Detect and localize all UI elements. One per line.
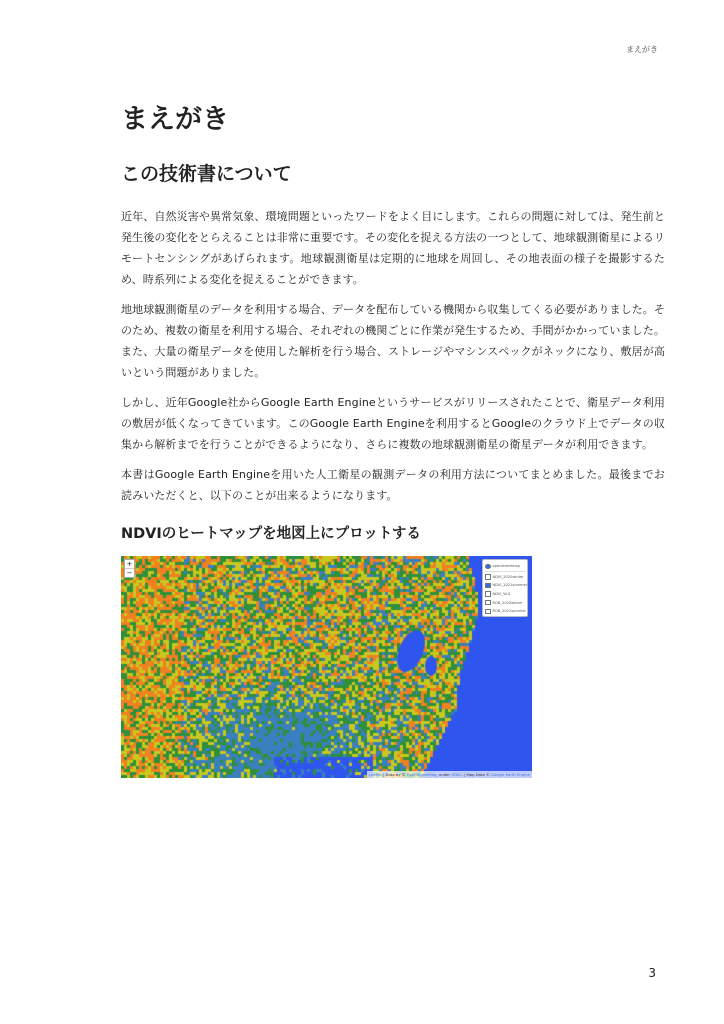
layer-control [482, 559, 528, 617]
layer-label: openstreetmap [492, 564, 520, 569]
osm-link[interactable]: OpenStreetMap [406, 772, 437, 777]
layer-ndvi-2021summer[interactable] [485, 581, 528, 590]
paragraph: 近年、自然災害や異常気象、環境問題といったワードをよく目にします。これらの問題に対しては、発生前と発生後の変化をとらえることは非常に重要です。その変化を捉える方法の一つとして、地球観測衛星によるリモートセンシングがあげられます。地球観測衛星は定期的に地球を周回し、その地表面の様子を撮影するため、時系列による変化を捉えることができます。 [121, 210, 665, 286]
layer-ndvi-2020winter[interactable] [485, 573, 525, 582]
running-head: まえがき [626, 45, 658, 54]
leaflet-link[interactable]: Leaflet [368, 772, 382, 777]
layer-label: RGB_2021summer [492, 609, 527, 614]
attrib-text: . | Map Data © [461, 772, 491, 777]
paragraph: 地地球観測衛星のデータを利用する場合、データを配布している機関から収集してくる必要がありました。そのため、複数の衛星を利用する場合、それぞれの機関ごとに作業が発生するため、手間がかかっていました。また、大量の衛星データを使用した解析を行う場合、ストレージやマシンスペックがネックになり、敷居が高いという問題がありました。 [121, 303, 665, 379]
layer-ndvi-w-s[interactable] [485, 590, 525, 599]
section-title: この技術書について [121, 163, 292, 185]
layer-label: NDVI_W-S [492, 592, 511, 597]
checkbox[interactable] [485, 583, 491, 589]
checkbox[interactable] [485, 574, 491, 580]
checkbox[interactable] [485, 591, 491, 597]
checkbox[interactable] [485, 600, 491, 606]
attrib-text: | Data by © [381, 772, 407, 777]
attrib-text: , under [436, 772, 452, 777]
gee-link[interactable]: Google Earth Engine [491, 772, 530, 777]
layer-rgb-2020winter[interactable] [485, 598, 525, 607]
zoom-in-button[interactable]: + [126, 560, 133, 568]
page-title: まえがき [121, 104, 229, 135]
layer-label: NDVI_2020winter [492, 574, 524, 579]
subsection-title: NDVIのヒートマップを地図上にプロットする [121, 526, 421, 542]
layer-label: RGB_2020winter [492, 600, 523, 605]
layer-openstreetmap[interactable] [485, 562, 525, 571]
ndvi-heatmap-layer[interactable] [121, 556, 532, 778]
layer-rgb-2021summer[interactable] [485, 607, 525, 616]
page-number: 3 [648, 966, 656, 980]
odbl-link[interactable]: ODbL [451, 772, 462, 777]
page-content [121, 100, 665, 778]
zoom-control [124, 559, 135, 578]
checkbox[interactable] [485, 609, 491, 615]
layer-label: NDVI_2021summer [492, 583, 528, 588]
paragraph: しかし、近年Google社からGoogle Earth Engineというサービスがリリースされたことで、衛星データ利用の敷居が低くなってきています。このGoogle Earth Engineを利用するとGoogleのクラウド上でデータの収集から解析までを行うことができるようになり、さらに複数の地球観測衛星の衛星データが利用できます。 [121, 396, 665, 451]
ndvi-map[interactable] [121, 556, 532, 778]
radio-button[interactable] [485, 564, 491, 570]
paragraph: 本書はGoogle Earth Engineを用いた人工衛星の観測データの利用方法についてまとめました。最後までお読みいただくと、以下のことが出来るようになります。 [121, 468, 665, 502]
zoom-out-button[interactable]: − [126, 569, 133, 577]
map-attribution [367, 771, 532, 778]
